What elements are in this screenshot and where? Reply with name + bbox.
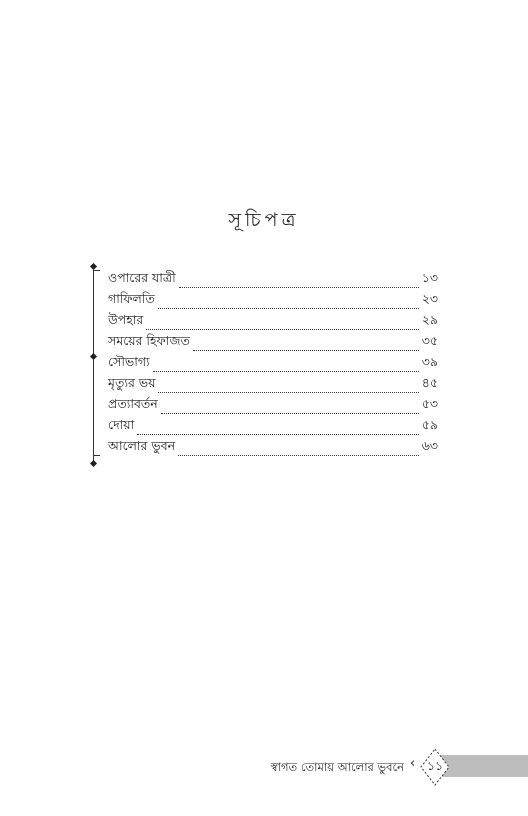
toc-entry-page: ৩৯	[421, 354, 438, 369]
toc-entry[interactable]	[108, 354, 438, 375]
toc-entry-title: প্রত্যাবর্তন	[108, 396, 158, 411]
footer-band	[441, 755, 528, 777]
toc-leader	[178, 455, 419, 456]
toc-entry-page: ৬৩	[421, 438, 438, 453]
toc-entry-title: আলোর ভুবন	[108, 438, 176, 453]
toc-entry[interactable]	[108, 333, 438, 354]
table-of-contents	[108, 270, 438, 459]
page-number: ১১	[426, 758, 444, 773]
bracket-top-tick	[93, 270, 100, 271]
toc-entry[interactable]	[108, 312, 438, 333]
toc-entry-page: ৩৫	[421, 333, 438, 348]
toc-entry-page: ৫৩	[421, 396, 438, 411]
toc-entry[interactable]	[108, 270, 438, 291]
bracket-middle-diamond	[90, 353, 97, 360]
toc-entry-title: সৌভাগ্য	[108, 354, 150, 369]
toc-leader	[179, 287, 419, 288]
toc-entry-page: ১৩	[421, 270, 438, 285]
page-number-badge	[420, 748, 450, 786]
bracket-bottom-tick	[93, 455, 100, 456]
toc-entry[interactable]	[108, 396, 438, 417]
toc-entry-page: ২৯	[421, 312, 438, 327]
bracket-bottom-diamond	[90, 460, 97, 467]
toc-entry[interactable]	[108, 375, 438, 396]
toc-entry-title: ওপারের যাত্রী	[108, 270, 176, 285]
toc-entry[interactable]	[108, 417, 438, 438]
toc-entry-title: দোয়া	[108, 417, 135, 432]
toc-entry-page: ৪৫	[421, 375, 438, 390]
bracket-line	[93, 268, 94, 464]
footer-book-title: স্বাগত তোমায় আলোর ভুবনে	[270, 760, 404, 774]
toc-leader	[146, 329, 418, 330]
toc-entry-title: গাফিলতি	[108, 291, 155, 306]
toc-entry-title: উপহার	[108, 312, 144, 327]
toc-entry[interactable]	[108, 438, 438, 459]
toc-leader	[158, 308, 419, 309]
toc-leader	[161, 413, 419, 414]
toc-entry-page: ৫৯	[421, 417, 438, 432]
toc-leader	[153, 371, 419, 372]
toc-leader	[193, 350, 419, 351]
toc-leader	[158, 392, 418, 393]
toc-leader	[137, 434, 419, 435]
bracket-top-diamond	[90, 263, 97, 270]
toc-entry[interactable]	[108, 291, 438, 312]
toc-entry-title: সময়ের হিফাজত	[108, 333, 190, 348]
chevron-left-icon: ‹	[410, 756, 416, 771]
toc-entry-page: ২৩	[421, 291, 438, 306]
page-title: সূচিপত্র	[228, 209, 300, 231]
toc-entry-title: মৃত্যুর ভয়	[108, 375, 156, 390]
